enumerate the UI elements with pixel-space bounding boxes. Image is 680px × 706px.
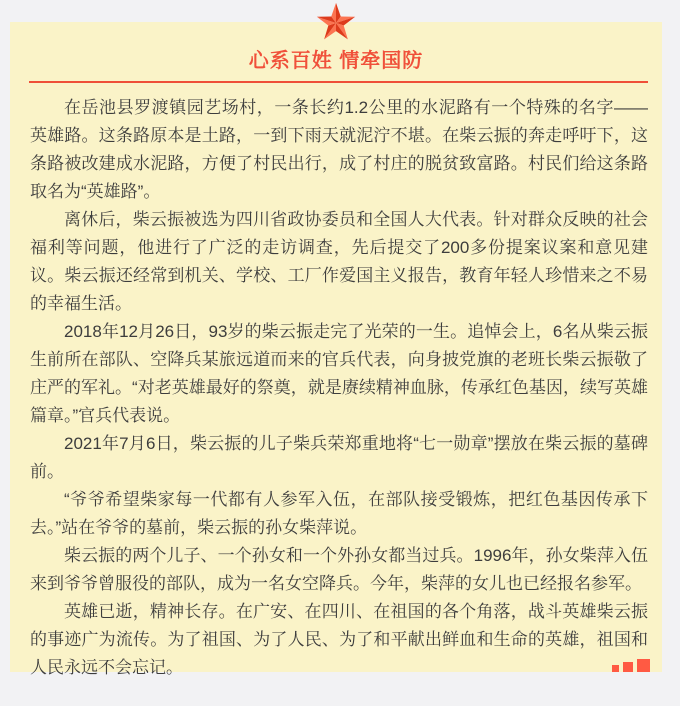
article-paragraph: 英雄已逝，精神长存。在广安、在四川、在祖国的各个角落，战斗英雄柴云振的事迹广为流传。为了祖国、为了人民、为了和平献出鲜血和生命的英雄，祖国和人民永远不会忘记。 [30, 602, 648, 677]
article-title: 心系百姓 情牵国防 [248, 50, 424, 72]
article-paragraph: 在岳池县罗渡镇园艺场村，一条长约1.2公里的水泥路有一个特殊的名字——英雄路。这条路原本是土路，一到下雨天就泥泞不堪。在柴云振的奔走呼吁下，这条路被改建成水泥路，方便了村民出行，成了村庄的脱贫致富路。村民们给这条路取名为“英雄路”。 [30, 98, 648, 201]
article-paragraph: “爷爷希望柴家每一代都有人参军入伍，在部队接受锻炼，把红色基因传承下去。”站在爷爷的墓前，柴云振的孙女柴萍说。 [30, 490, 648, 537]
article-body [30, 94, 648, 682]
article-paragraph: 2018年12月26日，93岁的柴云振走完了光荣的一生。追悼会上，6名从柴云振生前所在部队、空降兵某旅远道而来的官兵代表，向身披党旗的老班长柴云振敬了庄严的军礼。“对老英雄最好的祭奠，就是赓续精神血脉，传承红色基因，续写英雄篇章。”官兵代表说。 [30, 322, 648, 425]
title-divider [29, 81, 648, 83]
article-card [10, 22, 662, 677]
red-square-medium [623, 662, 633, 672]
corner-squares-decoration [612, 659, 650, 672]
article-paragraph: 离休后，柴云振被选为四川省政协委员和全国人大代表。针对群众反映的社会福利等问题，他进行了广泛的走访调查，先后提交了200多份提案议案和意见建议。柴云振还经常到机关、学校、工厂作爱国主义报告，教育年轻人珍惜来之不易的幸福生活。 [30, 210, 648, 313]
red-square-large [637, 659, 650, 672]
article-paragraph: 2021年7月6日，柴云振的儿子柴兵荣郑重地将“七一勋章”摆放在柴云振的墓碑前。 [30, 434, 648, 481]
article-paragraph: 柴云振的两个儿子、一个孙女和一个外孙女都当过兵。1996年，孙女柴萍入伍来到爷爷曾服役的部队，成为一名女空降兵。今年，柴萍的女儿也已经报名参军。 [30, 546, 648, 593]
red-star-icon [313, 1, 359, 45]
red-square-small [612, 665, 619, 672]
